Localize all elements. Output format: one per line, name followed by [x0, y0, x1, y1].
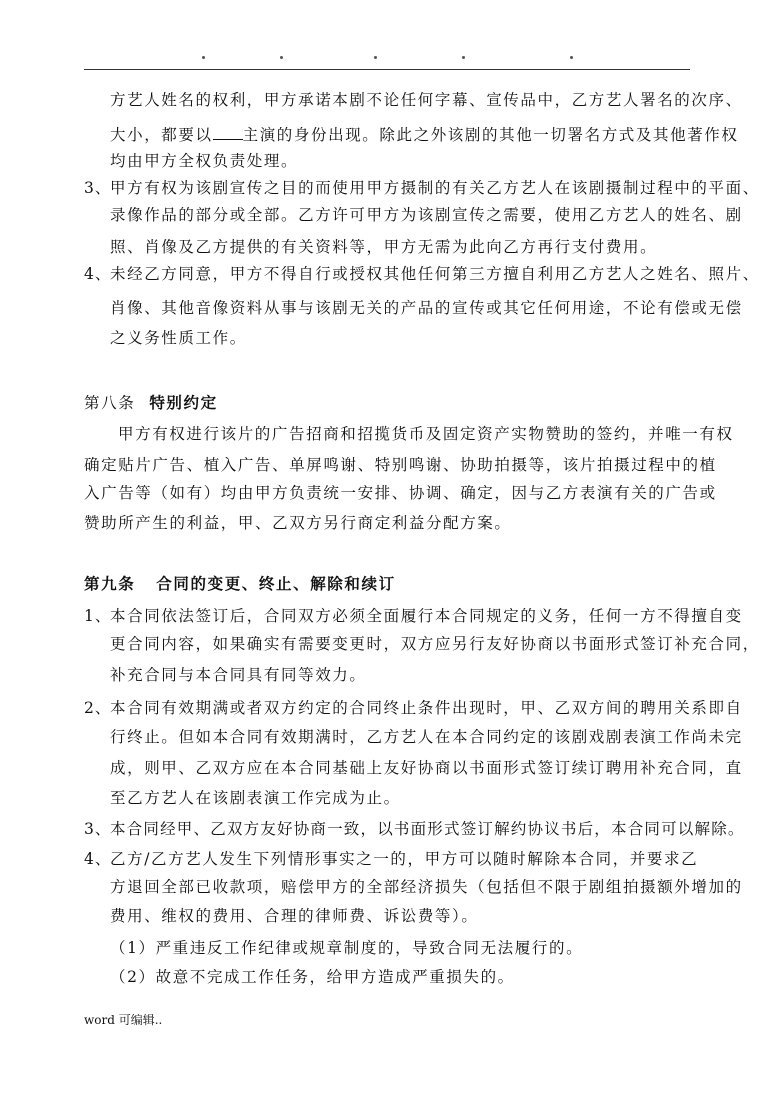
paragraph-line: 乙方/乙方艺人发生下列情形事实之一的，甲方可以随时解除本合同，并要求乙: [110, 850, 699, 868]
paragraph-line: 补充合同与本合同具有同等效力。: [110, 666, 367, 684]
blank-underline: [213, 125, 243, 140]
header-rule: [84, 69, 690, 70]
article-label: 第八条: [84, 394, 136, 412]
paragraph-line: 均由甲方全权负责处理。: [110, 152, 299, 170]
item-number: 4、: [84, 850, 112, 868]
paragraph-line: 成，则甲、乙双方应在本合同基础上友好协商以书面形式签订续订聘用补充合同，直: [110, 759, 743, 777]
paragraph-line: 本合同经甲、乙双方友好协商一致，以书面形式签订解约协议书后，本合同可以解除。: [110, 820, 745, 838]
paragraph-line: 更合同内容，如果确实有需要变更时，双方应另行友好协商以书面形式签订补充合同，: [110, 635, 760, 653]
paragraph-line: 费用、维权的费用、合理的律师费、诉讼费等）。: [110, 907, 479, 925]
paragraph-line: 照、肖像及乙方提供的有关资料等，甲方无需为此向乙方再行支付费用。: [110, 238, 658, 256]
paragraph-line: 本合同有效期满或者双方约定的合同终止条件出现时，甲、乙双方间的聘用关系即自: [110, 699, 743, 717]
article-title: 特别约定: [149, 393, 218, 412]
item-number: 2、: [84, 699, 112, 717]
paragraph-line: 入广告等（如有）均由甲方负责统一安排、协调、确定，因与乙方表演有关的广告或: [84, 484, 717, 502]
item-number: 3、: [84, 820, 112, 838]
sub-item: （2）故意不完成工作任务，给甲方造成严重损失的。: [110, 968, 515, 986]
paragraph-line: 方艺人姓名的权利，甲方承诺本剧不论任何字幕、宣传品中，乙方艺人署名的次序、: [110, 91, 743, 109]
paragraph-line: 甲方有权为该剧宣传之目的而使用甲方摄制的有关乙方艺人在该剧摄制过程中的平面、: [110, 179, 760, 197]
item-number: 1、: [84, 607, 112, 625]
paragraph-line: 录像作品的部分或全部。乙方许可甲方为该剧宣传之需要，使用乙方艺人的姓名、剧: [110, 206, 743, 224]
paragraph-line: 至乙方艺人在该剧表演工作完成为止。: [110, 789, 401, 807]
sub-item: （1）严重违反工作纪律或规章制度的，导致合同无法履行的。: [110, 939, 584, 957]
header-dots: [84, 56, 690, 68]
paragraph-line: 方退回全部已收款项，赔偿甲方的全部经济损失（包括但不限于剧组拍摄额外增加的: [110, 878, 743, 896]
paragraph-line: 未经乙方同意，甲方不得自行或授权其他任何第三方擅自利用乙方艺人之姓名、照片、: [110, 265, 760, 283]
paragraph-line: 赞助所产生的利益，甲、乙双方另行商定利益分配方案。: [84, 514, 512, 532]
paragraph-line: 甲方有权进行该片的广告招商和招揽货币及固定资产实物赞助的签约，并唯一有权: [118, 425, 734, 443]
paragraph-line: 确定贴片广告、植入广告、单屏鸣谢、特别鸣谢、协助拍摄等，该片拍摄过程中的植: [84, 456, 717, 474]
paragraph-line: 行终止。但如本合同有效期满时，乙方艺人在本合同约定的该剧戏剧表演工作尚未完: [110, 728, 743, 746]
paragraph-line: 大小，都要以 主演的身份出现。除此之外该剧的其他一切署名方式及其他著作权: [110, 126, 739, 144]
paragraph-line: 肖像、其他音像资料从事与该剧无关的产品的宣传或其它任何用途，不论有偿或无偿: [110, 299, 743, 317]
item-number: 4、: [84, 265, 112, 283]
paragraph-line: 之义务性质工作。: [110, 329, 247, 347]
paragraph-line: 本合同依法签订后，合同双方必须全面履行本合同规定的义务，任何一方不得擅自变: [110, 607, 743, 625]
item-number: 3、: [84, 179, 112, 197]
footer-note: word 可编辑..: [84, 1013, 163, 1027]
article-heading: 第九条 合同的变更、终止、解除和续订: [84, 574, 396, 593]
article-heading: [84, 392, 218, 414]
